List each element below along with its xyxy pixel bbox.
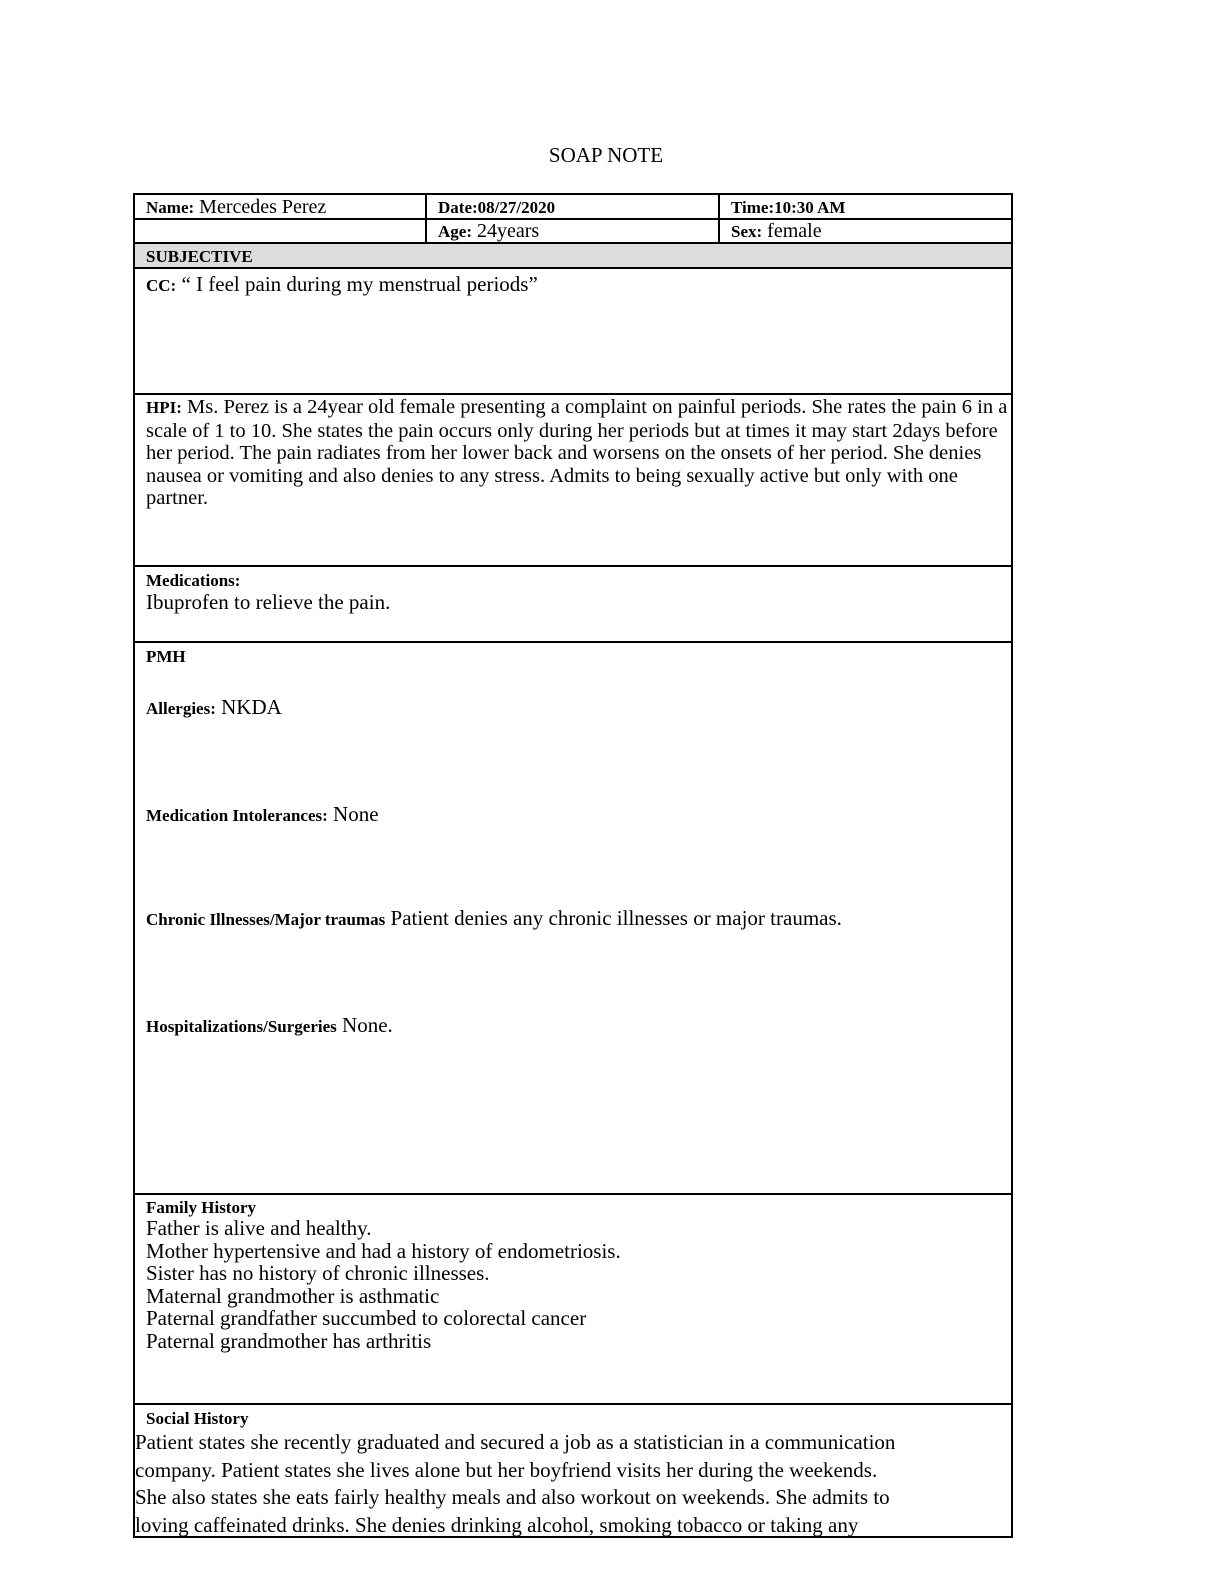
allergies-field [146, 696, 282, 720]
hospitalizations-field [146, 1014, 393, 1038]
sex-value: female [762, 220, 822, 242]
family-history-list [146, 1217, 621, 1352]
social-history-line: Patient states she recently graduated and secured a job as a statistician in a communication [135, 1430, 896, 1454]
hpi-value: Ms. Perez is a 24year old female presenting a complaint on painful periods. She rates the pain 6 in a scale of 1 to 10. She states the pain occurs only during her periods but at times it may start 2days before her period. The pain radiates from her lower back and worsens on the onsets of her period. She denies nausea or vomiting and also denies to any stress. Admits to being sexually active but only with one partner. [146, 396, 1008, 509]
social-history-text [135, 1429, 1009, 1539]
name-value: Mercedes Perez [194, 196, 327, 218]
medications-value: Ibuprofen to relieve the pain. [146, 590, 391, 614]
name-field [146, 196, 326, 219]
date-label: Date:08/27/2020 [438, 198, 556, 217]
row-divider [135, 641, 1011, 643]
chief-complaint [146, 273, 538, 297]
list-item: Father is alive and healthy. [146, 1216, 372, 1240]
cc-label: CC: [146, 276, 177, 295]
sex-field [731, 220, 822, 243]
allergies-value: NKDA [215, 695, 282, 719]
row-divider [135, 393, 1011, 395]
time-label: Time:10:30 AM [731, 198, 846, 217]
social-history-line: loving caffeinated drinks. She denies drinking alcohol, smoking tobacco or taking any [135, 1512, 859, 1537]
pmh-heading-text: PMH [146, 647, 186, 666]
list-item: Paternal grandmother has arthritis [146, 1328, 432, 1353]
time-field [731, 196, 845, 219]
chronic-illnesses-field [146, 907, 842, 931]
sex-label: Sex: [731, 222, 763, 241]
social-history-heading-text: Social History [146, 1409, 249, 1428]
subjective-heading [146, 245, 253, 268]
name-label: Name: [146, 198, 195, 217]
list-item: Maternal grandmother is asthmatic [146, 1283, 440, 1308]
hpi-label: HPI: [146, 398, 182, 417]
age-value: 24years [471, 220, 540, 242]
subjective-heading-text: SUBJECTIVE [146, 247, 253, 266]
allergies-label: Allergies: [146, 699, 216, 718]
intolerances-label: Medication Intolerances: [146, 806, 328, 825]
medication-intolerances-field [146, 803, 379, 827]
list-item: Mother hypertensive and had a history of endometriosis. [146, 1238, 621, 1263]
medications-heading [146, 569, 240, 592]
document-title: SOAP NOTE [548, 143, 664, 167]
hosp-value: None. [336, 1013, 393, 1037]
date-field [438, 196, 555, 219]
soap-note-table [133, 193, 1013, 1538]
intolerances-value: None [327, 802, 379, 826]
row-divider [135, 565, 1011, 567]
list-item: Sister has no history of chronic illnesses. [146, 1261, 490, 1285]
row-divider [135, 1193, 1011, 1195]
cc-value: “ I feel pain during my menstrual periods” [176, 272, 538, 296]
social-history-line: company. Patient states she lives alone but her boyfriend visits her during the weekends. [135, 1457, 878, 1482]
medications-label: Medications: [146, 571, 241, 590]
chronic-value: Patient denies any chronic illnesses or major traumas. [385, 906, 842, 930]
list-item: Paternal grandfather succumbed to colorectal cancer [146, 1306, 587, 1330]
pmh-heading [146, 645, 186, 668]
age-field [438, 220, 539, 243]
age-label: Age: [438, 222, 472, 241]
row-divider [135, 267, 1011, 269]
subjective-heading-bar [135, 244, 1011, 267]
chronic-label: Chronic Illnesses/Major traumas [146, 910, 386, 929]
family-history-heading-text: Family History [146, 1198, 257, 1217]
hosp-label: Hospitalizations/Surgeries [146, 1017, 337, 1036]
hpi-section [146, 396, 1008, 510]
row-divider [135, 1403, 1011, 1405]
social-history-heading [146, 1407, 248, 1430]
social-history-line: She also states she eats fairly healthy meals and also workout on weekends. She admits to [135, 1485, 890, 1509]
